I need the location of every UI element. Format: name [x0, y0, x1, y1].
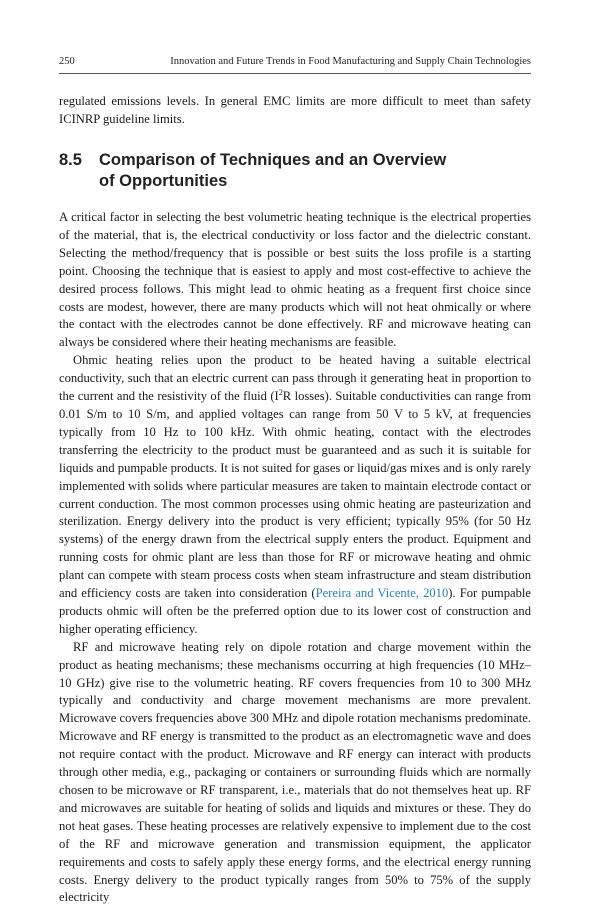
section-number: 8.5: [59, 151, 82, 169]
paragraph-ohmic-heating: [59, 352, 531, 639]
section-title-line2: of Opportunities: [99, 172, 228, 190]
section-heading: [59, 150, 531, 192]
superscript-two: 2: [278, 387, 283, 397]
ohmic-text-b: R losses). Suitable conductivities can range from 0.01 S/m to 10 S/m, and applied voltages can range from 50 V to 5 kV, at frequencies typically from 10 Hz to 100 kHz. With ohmic heating, contact with the electrodes transferring the electricity to the product must be guaranteed and as such it is suitable for liquids and pumpable products. It is not suited for gases or liquid/gas mixes and is only rarely implemented with solids where particular measures are taken to maintain electrode contact or current conduction. The most common processes using ohmic heating are pasteurization and sterilization. Energy delivery into the product is very efficient; typically 95% (for 50 Hz systems) of the energy drawn from the electrical supply enters the product. Equipment and running costs for ohmic plant are less than those for RF or microwave heating and ohmic plant can compete with steam process costs when steam infrastructure and steam distribution and efficiency costs are taken into consideration (: [59, 389, 531, 601]
page-number: 250: [59, 56, 75, 67]
ohmic-text-c: ). For pumpable products ohmic will often be the preferred option due to its lower cost of construction and higher operating efficiency.: [59, 586, 531, 636]
ohmic-text-a: Ohmic heating relies upon the product to be heated having a suitable electrical conductivity, such that an electric current can pass through it generating heat in proportion to the current and the resistivity of the fluid (I: [59, 353, 531, 404]
paragraph-rf-microwave: RF and microwave heating rely on dipole rotation and charge movement within the product as heating mechanisms; these mechanisms occurring at high frequencies (10 MHz–10 GHz) give rise to the volumetric heating. RF covers frequencies from 10 to 300 MHz typically and conductivity and charge movement mechanisms are more prevalent. Microwave covers frequencies above 300 MHz and dipole rotation mechanisms predominate. Microwave and RF energy is transmitted to the product as an electromagnetic wave and does not require contact with the product. Microwave and RF energy can interact with products through other media, e.g., packaging or containers or surrounding fluids which are normally chosen to be microwave or RF transparent, i.e., materials that do not themselves heat up. RF and microwaves are suitable for heating of solids and liquids and mixtures or these. They do not heat gases. These heating processes are relatively expensive to implement due to the cost of the RF and microwave generation and transmission equipment, the applicator requirements and costs to safely apply these energy forms, and the electrical energy running costs. Energy delivery to the product typically ranges from 50% to 75% of the supply electricity: [59, 639, 531, 905]
header-rule: [59, 73, 531, 74]
intro-paragraph-block: [59, 93, 531, 129]
paragraph-selection-criteria: A critical factor in selecting the best volumetric heating technique is the electrical properties of the material, that is, the electrical conductivity or loss factor and the dielectric constant. Selecting the method/frequency that is possible or best suits the loss profile is a starting point. Choosing the technique that is easiest to apply and most cost-effective to achieve the desired process follows. This might lead to ohmic heating as a frequent first choice since costs are modest, however, there are many products which will not heat ohmically or where the contact with the electrodes cannot be done effectively. RF and microwave heating can always be considered where their heating mechanisms are feasible.: [59, 210, 531, 350]
running-header: [59, 56, 531, 72]
section-title-line1: Comparison of Techniques and an Overview: [99, 151, 447, 169]
intro-paragraph: regulated emissions levels. In general EMC limits are more difficult to meet than safety ICINRP guideline limits.: [59, 94, 531, 126]
citation-link[interactable]: Pereira and Vicente, 2010: [315, 586, 449, 601]
body-text: [59, 209, 531, 907]
running-title: Innovation and Future Trends in Food Manufacturing and Supply Chain Technologies: [170, 56, 531, 67]
